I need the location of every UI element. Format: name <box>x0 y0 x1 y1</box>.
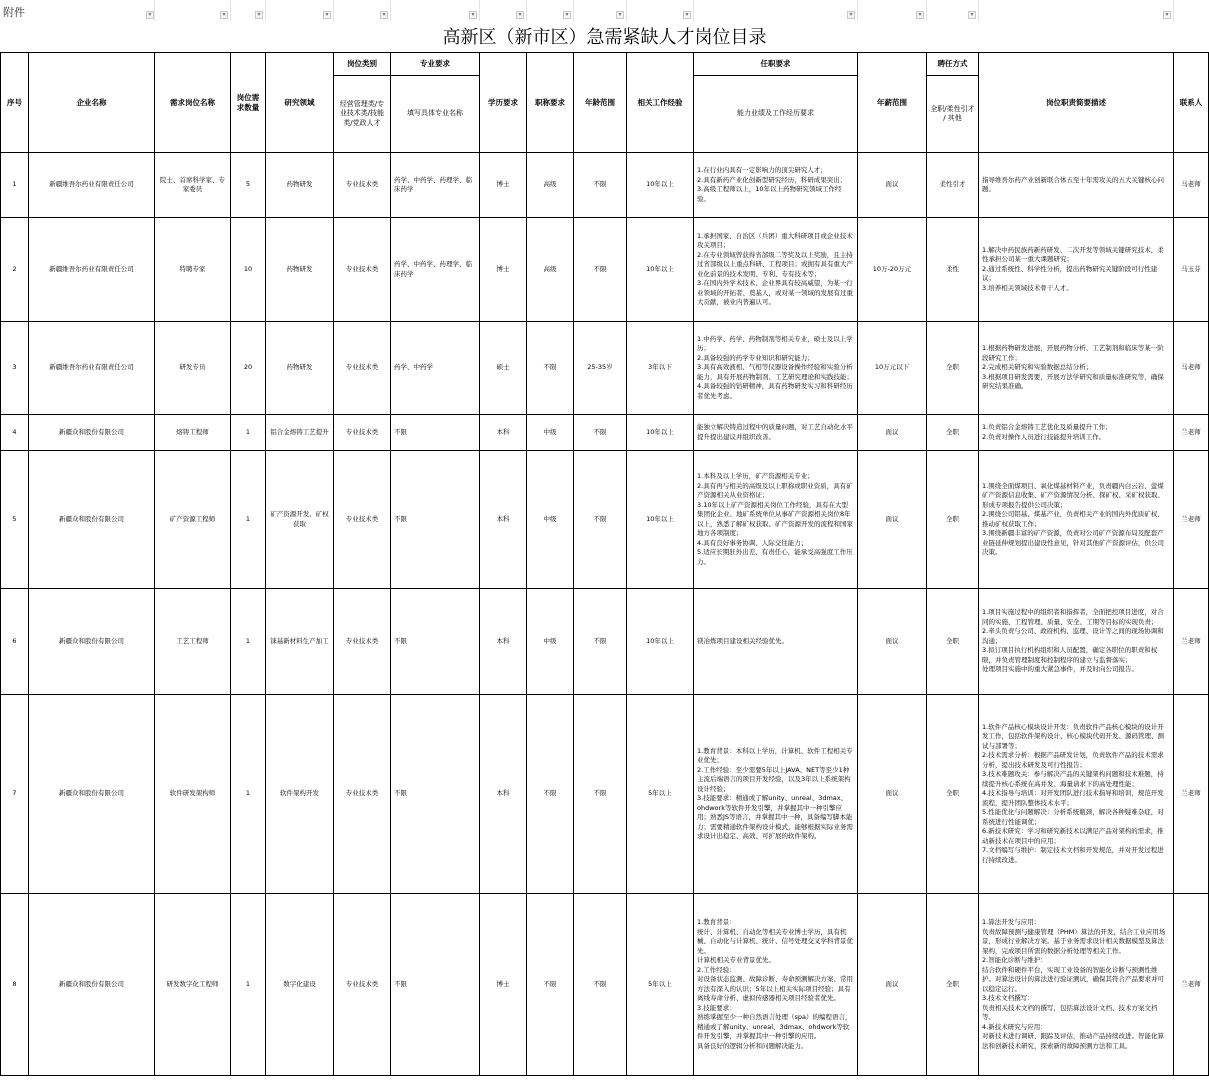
cell-title-req: 不限 <box>527 894 574 1076</box>
filter-dropdown-icon[interactable]: ▾ <box>380 11 388 19</box>
cell-hire: 全职 <box>927 322 979 415</box>
cell-category: 专业技术类 <box>334 218 391 322</box>
cell-contact: 兰老师 <box>1174 451 1209 589</box>
cell-education: 本科 <box>480 589 527 695</box>
cell-major: 药学、中药学、药理学、临床药学 <box>391 218 480 322</box>
header-duty-group: 任职要求 <box>694 53 858 76</box>
cell-duty-line: 4.具备较强的钻研精神，具有药物研发实习和科研经历者优先考虑。 <box>697 382 853 400</box>
cell-duty-line: 2.具有新药产业化创新型研究经历，科研成果突出； <box>697 175 847 184</box>
cell-duty-line: 1.教育背景： <box>697 918 736 926</box>
cell-major: 药学、中药学、药理学、临床药学 <box>391 153 480 218</box>
table-row <box>1 894 1209 1076</box>
cell-count: 10 <box>231 218 266 322</box>
cell-category: 专业技术类 <box>334 153 391 218</box>
cell-position: 熔铸工程师 <box>155 415 231 451</box>
cell-desc <box>979 415 1174 451</box>
cell-position: 特聘专家 <box>155 218 231 322</box>
filter-dropdown-icon[interactable]: ▾ <box>916 11 924 19</box>
cell-duty <box>694 153 858 218</box>
filter-dropdown-icon[interactable]: ▾ <box>323 11 331 19</box>
cell-position: 矿产资源工程师 <box>155 451 231 589</box>
cell-category: 专业技术类 <box>334 589 391 695</box>
cell-category: 专业技术类 <box>334 451 391 589</box>
cell-duty-line: 2.在专业领域曾获得省部级二等奖及以上奖励，且主持过省部级以上重点科研、工程项目；或拥有具有重大产业化前景的技术发明、专利、专有技术等； <box>697 250 853 278</box>
cell-major: 不限 <box>391 695 480 894</box>
cell-title-req: 中级 <box>527 415 574 451</box>
cell-major: 不限 <box>391 589 480 695</box>
cell-category: 专业技术类 <box>334 415 391 451</box>
cell-experience: 3年以下 <box>627 322 694 415</box>
cell-category: 专业技术类 <box>334 894 391 1076</box>
cell-duty-line: 1.承担国家、自治区（兵团）重大科研项目或企业技术攻关项目； <box>697 231 853 249</box>
header-experience: 相关工作经验 <box>627 53 694 153</box>
header-company: 企业名称 <box>29 53 155 153</box>
header-category-group: 岗位类别 <box>334 53 391 76</box>
cell-duty-line: 4.具有良好事务协调、人际交往能力； <box>697 538 808 547</box>
header-category-sub: 经营管理类/专业技术类/技能类/党政人才 <box>334 76 391 153</box>
cell-age: 不限 <box>574 218 627 322</box>
cell-seq: 5 <box>1 451 29 589</box>
cell-duty-line: 3.在国内外学术技术、企业界具有较高威望，为某一行业领域的开拓者、奠基人，或对某一领域的发展有过重大贡献，被业内普遍认可。 <box>697 279 853 306</box>
cell-duty-line: 3.技能要求：精通或了解unity、unreal、3dmax、ohdwork等软件开发引擎，并掌握其中一种引擎应用；熟悉JS等语言，并掌握其中一种，具备编写脚本能力；需要精通软件架构设计模式，能够根据实际业务需求设计出稳定、高效、可扩展的软件架构。 <box>697 794 853 840</box>
filter-dropdown-icon[interactable]: ▾ <box>516 11 524 19</box>
cell-position: 研发数字化工程师 <box>155 894 231 1076</box>
cell-major: 不限 <box>391 451 480 589</box>
cell-duty-line: 3.10年以上矿产资源相关岗位工作经验，具有在大型集团化企业、地矿系统单位从事矿产资源相关岗位8年以上，熟悉了解矿权获取、矿产资源开发的流程和国家地方各项制度； <box>697 500 853 537</box>
cell-experience: 5年以上 <box>627 894 694 1076</box>
cell-salary: 面议 <box>858 415 927 451</box>
cell-desc <box>979 218 1174 322</box>
cell-research: 药物研发 <box>266 322 334 415</box>
cell-duty <box>694 415 858 451</box>
cell-desc-line: 3.技术文档撰写： <box>982 994 1034 1002</box>
cell-count: 5 <box>231 153 266 218</box>
filter-dropdown-icon[interactable]: ▾ <box>146 11 154 19</box>
cell-hire: 柔性引才 <box>927 153 979 218</box>
cell-research: 药物研发 <box>266 218 334 322</box>
cell-salary: 面议 <box>858 894 927 1076</box>
cell-education: 本科 <box>480 415 527 451</box>
cell-desc <box>979 589 1174 695</box>
cell-duty-line: 2.具有再与相关的高级及以上职称或职业资质，具有矿产资源相关从业资格证； <box>697 481 853 499</box>
cell-hire: 全职 <box>927 415 979 451</box>
header-desc: 岗位职责简要描述 <box>979 53 1174 153</box>
cell-title-req: 中级 <box>527 451 574 589</box>
cell-salary: 10万元以下 <box>858 322 927 415</box>
cell-desc-line: 5.性能优化与问题解决：分析系统瓶颈，解决各种疑难杂症，对系统进行性能调优； <box>982 808 1164 826</box>
cell-desc-line: 1.根据药物研发进展，开展药物分析、工艺制剂和临床等某一阶段研究工作； <box>982 344 1164 362</box>
cell-duty-line: 3.具有高效液相、气相等仪器设备操作经验和实验分析能力，具有开展药物制剂、工艺研究理论和实践技能； <box>697 363 853 381</box>
cell-age: 25-35岁 <box>574 322 627 415</box>
cell-age: 不限 <box>574 589 627 695</box>
cell-research: 铼基新材料生产加工 <box>266 589 334 695</box>
cell-contact: 马老师 <box>1174 322 1209 415</box>
cell-count: 1 <box>231 451 266 589</box>
filter-dropdown-icon[interactable]: ▾ <box>616 11 624 19</box>
table-row <box>1 415 1209 451</box>
cell-salary: 面议 <box>858 695 927 894</box>
cell-contact: 兰老师 <box>1174 415 1209 451</box>
cell-count: 20 <box>231 322 266 415</box>
filter-dropdown-icon[interactable]: ▾ <box>563 11 571 19</box>
cell-desc-line: 1.软件产品核心模块设计开发：负责软件产品核心模块的设计开发工作，包括软件架构设计、核心模块代码开发、源码管理、测试与部署等； <box>982 722 1164 750</box>
cell-research: 矿产资源开发、矿权获取 <box>266 451 334 589</box>
cell-duty <box>694 322 858 415</box>
cell-category: 专业技术类 <box>334 322 391 415</box>
cell-title-req: 不限 <box>527 695 574 894</box>
cell-contact: 兰老师 <box>1174 589 1209 695</box>
header-duty-sub: 能力业绩及工作经历要求 <box>694 76 858 153</box>
cell-seq: 3 <box>1 322 29 415</box>
cell-count: 1 <box>231 894 266 1076</box>
cell-education: 博士 <box>480 894 527 1076</box>
cell-duty-line: 5.适应长期驻外出差、有责任心，能承受高强度工作压力。 <box>697 548 853 566</box>
cell-salary: 面议 <box>858 153 927 218</box>
cell-desc-line: 1.项目实施过程中的组织者和指挥者，全面把控项目进度，对合同的实施、工程管理、质量、安全、工期等目标的实现负责； <box>982 608 1164 626</box>
filter-dropdown-icon[interactable]: ▾ <box>255 11 263 19</box>
cell-desc-line: 负责相关技术文档的撰写，包括算法设计文档、技术方案文档等。 <box>982 1003 1158 1021</box>
cell-duty-line: 1.教育背景：本科以上学历，计算机、软件工程相关专业优先； <box>697 746 853 764</box>
cell-research: 药物研发 <box>266 153 334 218</box>
cell-experience: 10年以上 <box>627 589 694 695</box>
cell-experience: 10年以上 <box>627 451 694 589</box>
filter-dropdown-icon[interactable]: ▾ <box>968 11 976 19</box>
cell-age: 不限 <box>574 415 627 451</box>
table-body <box>1 153 1209 1076</box>
cell-duty-line: 熟练掌握至少一种自然语言处理（spa）的编程语言，精通或了解unity、unreal、3dmax、ohdwork等软件开发引擎，并掌握其中一种引擎的应用。 <box>697 1013 852 1040</box>
cell-hire: 柔性 <box>927 218 979 322</box>
header-research: 研究领域 <box>266 53 334 153</box>
cell-age: 不限 <box>574 153 627 218</box>
cell-desc-line: 2.技术需求分析：根据产品研发计划，负责软件产品的技术需求分析，提出技术研发及可行性报告； <box>982 751 1164 769</box>
cell-duty-line: 镁冶炼项目建设相关经验优先。 <box>697 636 788 645</box>
cell-salary: 面议 <box>858 451 927 589</box>
cell-title-req: 高级 <box>527 218 574 322</box>
cell-education: 本科 <box>480 451 527 589</box>
cell-category: 专业技术类 <box>334 695 391 894</box>
cell-duty-line: 1.中药学、药学、药物制剂等相关专业，硕士及以上学历； <box>697 334 853 353</box>
cell-desc-line: 3.拟订项目执行机构组织和人员配置，确定各职位的职责和权限，并负责管理制度和控制程序的建立与监督落实； <box>982 646 1158 664</box>
filter-dropdown-icon[interactable]: ▾ <box>1163 11 1171 19</box>
cell-desc-line: 对新技术进行调研、跟踪及评估，推动产品持续改进。智能化算法和创新技术研究，探索新的故障预测方法和工具。 <box>982 1032 1164 1050</box>
header-hire-sub: 全职/柔性引才 / 其他 <box>927 76 979 153</box>
header-salary: 年薪范围 <box>858 53 927 153</box>
cell-duty-line: 能独立解决铸造过程中的质量问题，对工艺自动化水平提升提出建议并组织改善。 <box>697 423 853 441</box>
cell-duty <box>694 451 858 589</box>
header-hire-group: 聘任方式 <box>927 53 979 76</box>
cell-company: 新疆维吾尔药业有限责任公司 <box>29 153 155 218</box>
cell-major: 不限 <box>391 415 480 451</box>
cell-desc-line: 负责故障预测与健康管理（PHM）算法的开发，结合工业应用场景，形成行业解决方案。基于业务需求设计相关数据模型及算法架构，完成项目所需的数据分析处理等相关工作。 <box>982 927 1166 955</box>
cell-desc-line: 7.文档编写与维护：制定技术文档和开发规范，并对开发过程进行持续改进。 <box>982 846 1164 864</box>
cell-hire: 全职 <box>927 695 979 894</box>
cell-age: 不限 <box>574 695 627 894</box>
cell-desc <box>979 451 1174 589</box>
cell-duty-line: 1.本科及以上学历，矿产资源相关专业； <box>697 472 814 480</box>
cell-title-req: 不限 <box>527 322 574 415</box>
cell-duty-line: 对设备状态监测、故障诊断、寿命预测解决方案、常用方法有深入的认识；5年以上相关实际项目经验；具有离线寿命分析、虚拟传感器相关项目经验者优先。 <box>697 975 853 1002</box>
cell-desc <box>979 894 1174 1076</box>
cell-title-req: 高级 <box>527 153 574 218</box>
cell-company: 新疆众和股份有限公司 <box>29 894 155 1076</box>
cell-duty-line: 3.高级工程师以上，10年以上药物研究领域工作经验。 <box>697 185 842 203</box>
cell-desc-line: 4.新技术研究与应用： <box>982 1022 1047 1031</box>
cell-duty <box>694 218 858 322</box>
cell-desc-line: 2.负责对操作人员进行技能提升培训工作。 <box>982 432 1106 441</box>
cell-seq: 2 <box>1 218 29 322</box>
filter-dropdown-icon[interactable]: ▾ <box>469 11 477 19</box>
table-row <box>1 218 1209 322</box>
attachment-label: 附件 <box>3 6 25 19</box>
cell-seq: 6 <box>1 589 29 695</box>
cell-position: 院士、首席科学家、专家委员 <box>155 153 231 218</box>
cell-seq: 4 <box>1 415 29 451</box>
cell-company: 新疆众和股份有限公司 <box>29 695 155 894</box>
cell-education: 硕士 <box>480 322 527 415</box>
table-row <box>1 322 1209 415</box>
cell-duty-line: 2.工作经验： <box>697 965 736 974</box>
cell-hire: 全职 <box>927 451 979 589</box>
cell-company: 新疆维吾尔药业有限责任公司 <box>29 322 155 415</box>
cell-seq: 8 <box>1 894 29 1076</box>
cell-duty <box>694 589 858 695</box>
cell-experience: 10年以上 <box>627 153 694 218</box>
cell-contact: 马玉芬 <box>1174 218 1209 322</box>
cell-desc <box>979 322 1174 415</box>
cell-age: 不限 <box>574 894 627 1076</box>
cell-desc-line: 2.通过系统性、科学性分析，提出药物研究关键阶段可行性建议； <box>982 264 1158 283</box>
cell-contact: 兰老师 <box>1174 695 1209 894</box>
table-row <box>1 153 1209 218</box>
cell-salary: 面议 <box>858 589 927 695</box>
cell-hire: 全职 <box>927 589 979 695</box>
cell-company: 新疆众和股份有限公司 <box>29 589 155 695</box>
cell-education: 博士 <box>480 218 527 322</box>
talent-position-table <box>0 52 1209 1076</box>
cell-position: 工艺工程师 <box>155 589 231 695</box>
cell-desc-line: 处理项目实施中的重大紧急事件，并及时向公司报告。 <box>982 665 1138 674</box>
cell-desc-line: 2.完成相关研究和实验数据总结分析； <box>982 363 1093 372</box>
cell-duty <box>694 894 858 1076</box>
cell-count: 1 <box>231 589 266 695</box>
header-title-req: 职称要求 <box>527 53 574 153</box>
cell-title-req: 中级 <box>527 589 574 695</box>
header-education: 学历要求 <box>480 53 527 153</box>
cell-duty-line: 1.在行业内具有一定影响力的顶尖研究人才； <box>697 166 827 174</box>
cell-experience: 10年以上 <box>627 415 694 451</box>
cell-desc-line: 1.围绕全面煤项目、氧化煤基材料产业，负责疆内白云岩、萤煤矿产资源信息收集、矿产资源情况分析、探矿权、采矿权获取、形成专项报告提供公司决策； <box>982 481 1164 509</box>
cell-desc-line: 2.智能化诊断与维护： <box>982 956 1047 964</box>
header-count: 岗位需求数量 <box>231 53 266 153</box>
cell-age: 不限 <box>574 451 627 589</box>
cell-desc-line: 2.围绕公司铝基、煤基产业，负责相关产业的国内外优质矿权，推动矿权获取工作； <box>982 510 1164 528</box>
cell-duty-line: 2.具备较强的药学专业知识和研究能力； <box>697 353 814 362</box>
header-contact: 联系人 <box>1174 53 1209 153</box>
cell-major: 药学、中药学 <box>391 322 480 415</box>
cell-position: 软件研发架构师 <box>155 695 231 894</box>
cell-desc-line: 指导维吾尔药产业创新联合体五至十年需攻关的五大关键核心问题。 <box>982 175 1164 193</box>
cell-desc <box>979 695 1174 894</box>
cell-research: 数字化建设 <box>266 894 334 1076</box>
filter-dropdown-icon[interactable]: ▾ <box>220 11 228 19</box>
cell-experience: 5年以上 <box>627 695 694 894</box>
cell-hire: 全职 <box>927 894 979 1076</box>
table-row <box>1 589 1209 695</box>
cell-duty-line: 计算机相关专业背景优先。 <box>697 956 775 964</box>
cell-count: 1 <box>231 415 266 451</box>
filter-dropdown-icon[interactable]: ▾ <box>847 11 855 19</box>
header-position: 需求岗位名称 <box>155 53 231 153</box>
cell-desc-line: 3.根据项目研发需要，开展方法学研究和质量标准研究等，确保研究结果准确。 <box>982 372 1164 391</box>
cell-desc-line: 2.牵头负责与公司、政府机构、监理、设计等之间的现场协调和沟通； <box>982 627 1164 645</box>
header-seq: 序号 <box>1 53 29 153</box>
cell-duty-line: 统计、计算机、自动化等相关专业博士学历，具有机械、自动化与计算机、统计、信号处理交叉学科背景优先。 <box>697 927 853 955</box>
header-age: 年龄范围 <box>574 53 627 153</box>
cell-desc-line: 3.技术难题攻关：参与解决产品的关键架构问题和技术难题，持续提升核心系统在高并发、海量请求下的高处理性能； <box>982 770 1164 788</box>
cell-seq: 7 <box>1 695 29 894</box>
cell-education: 博士 <box>480 153 527 218</box>
cell-desc-line: 1.负责铝合金熔铸工艺优化及质量提升工作； <box>982 423 1112 431</box>
cell-desc-line: 结合软件和硬件平台，实现工业设备的智能化诊断与预测性维护。对算法设计的算法进行验证测试，确保其符合产品要求并可以稳定运行。 <box>982 965 1164 993</box>
cell-desc-line: 1.解决中药民族药新药研发、二次开发等领域关键研究技术，柔性承担公司某一重大课题研究； <box>982 245 1164 264</box>
sheet-filter-row <box>0 0 1209 22</box>
cell-desc-line: 3.培养相关领域技术骨干人才。 <box>982 283 1073 292</box>
cell-duty <box>694 695 858 894</box>
cell-duty-line: 具备良好的逻辑分析和问题解决能力。 <box>697 1041 808 1050</box>
cell-company: 新疆众和股份有限公司 <box>29 451 155 589</box>
cell-desc-line: 6.新技术研究：学习和研究新技术以满足产品对架构的需求，推动新技术在项目中的应用； <box>982 827 1164 845</box>
cell-contact: 兰老师 <box>1174 894 1209 1076</box>
cell-salary: 10万-20万元 <box>858 218 927 322</box>
cell-desc-line: 1.算法开发与应用： <box>982 918 1041 926</box>
cell-desc <box>979 153 1174 218</box>
cell-seq: 1 <box>1 153 29 218</box>
cell-research: 软件架构开发 <box>266 695 334 894</box>
table-row <box>1 451 1209 589</box>
cell-contact: 马老师 <box>1174 153 1209 218</box>
cell-company: 新疆维吾尔药业有限责任公司 <box>29 218 155 322</box>
table-row <box>1 695 1209 894</box>
cell-duty-line: 2.工作经验：至少需要5年以上JAVA、NET等至少1种主流后端语言的项目开发经验，以及3年以上系统架构设计经验； <box>697 765 851 793</box>
cell-desc-line: 3.围绕新疆丰富的矿产资源，负责对公司矿产资源布局及配套产业链延伸规划提出建设性意见，针对其他矿产资源评估，供公司决策。 <box>982 529 1164 556</box>
cell-experience: 10年以上 <box>627 218 694 322</box>
cell-position: 研发专员 <box>155 322 231 415</box>
cell-education: 本科 <box>480 695 527 894</box>
filter-dropdown-icon[interactable]: ▾ <box>683 11 691 19</box>
page-title: 高新区（新市区）急需紧缺人才岗位目录 <box>442 27 767 48</box>
cell-research: 铝合金熔铸工艺提升 <box>266 415 334 451</box>
cell-major: 不限 <box>391 894 480 1076</box>
cell-duty-line: 3.技能要求： <box>697 1003 736 1012</box>
header-major-group: 专业要求 <box>391 53 480 76</box>
cell-company: 新疆众和股份有限公司 <box>29 415 155 451</box>
cell-count: 1 <box>231 695 266 894</box>
header-major-sub: 填写具体专业名称 <box>391 76 480 153</box>
cell-desc-line: 4.技术指导与培训：对开发团队进行技术指导和培训，规范开发流程，提升团队整体技术水平； <box>982 789 1164 807</box>
